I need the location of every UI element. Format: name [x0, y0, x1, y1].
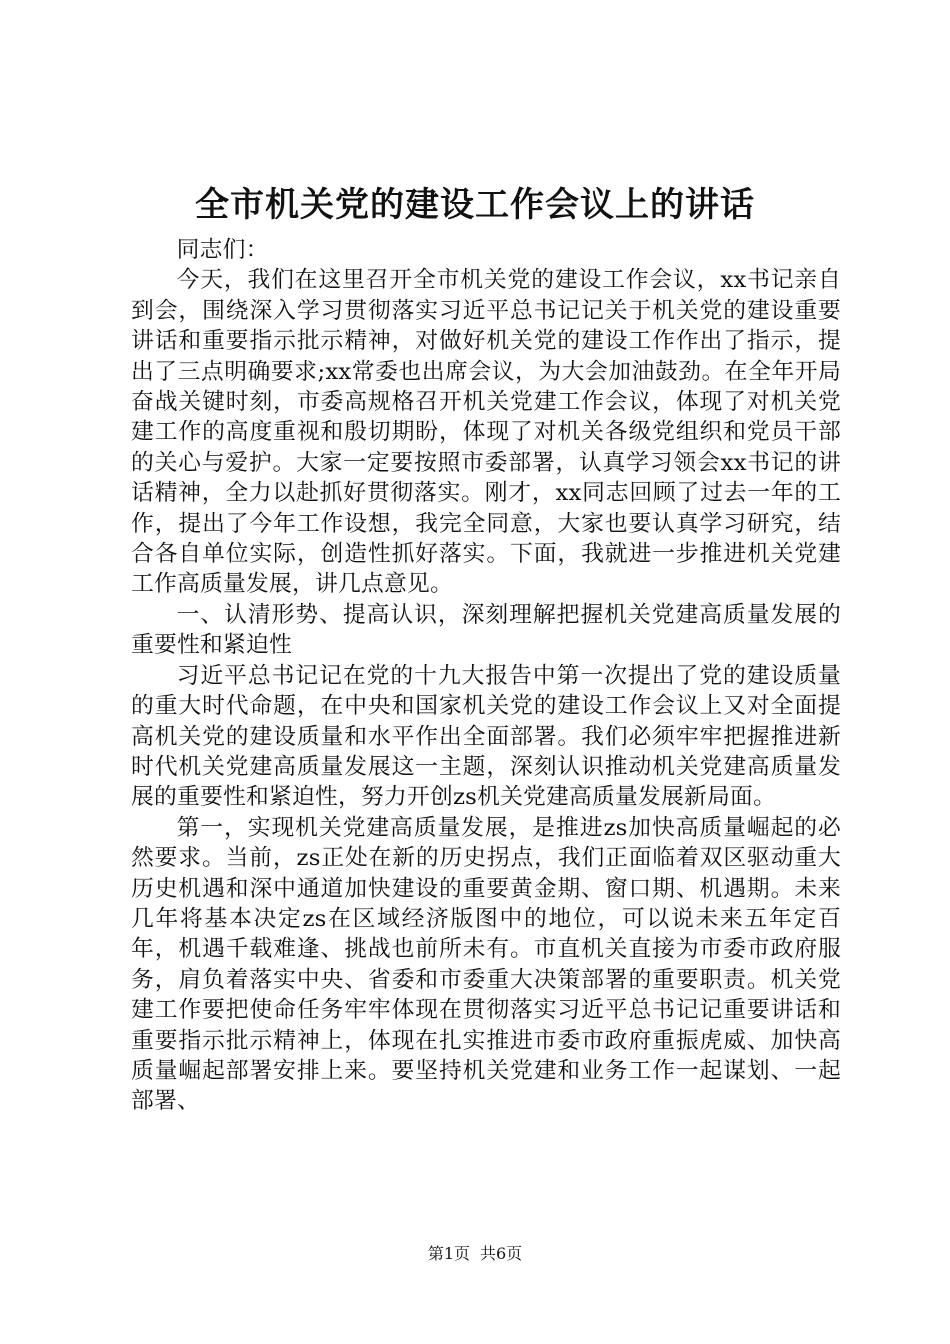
- body-paragraph: 今天，我们在这里召开全市机关党的建设工作会议，xx书记亲自到会，围绕深入学习贯彻落实习近平总书记记关于机关党的建设重要讲话和重要指示批示精神，对做好机关党的建设工作作出了指示，提出了三点明确要求;xx常委也出席会议，为大会加油鼓劲。在全年开局奋战关键时刻，市委高规格召开机关党建工作会议，体现了对机关党建工作的高度重视和殷切期盼，体现了对机关各级党组织和党员干部的关心与爱护。大家一定要按照市委部署，认真学习领会xx书记的讲话精神，全力以赴抓好贯彻落实。刚才，xx同志回顾了过去一年的工作，提出了今年工作设想，我完全同意，大家也要认真学习研究，结合各自单位实际，创造性抓好落实。下面，我就进一步推进机关党建工作高质量发展，讲几点意见。: [131, 267, 841, 598]
- page-footer: [0, 1243, 950, 1265]
- body-paragraph: 第一，实现机关党建高质量发展，是推进zs加快高质量崛起的必然要求。当前，zs正处在新的历史拐点，我们正面临着双区驱动重大历史机遇和深中通道加快建设的重要黄金期、窗口期、机遇期。未来几年将基本决定zs在区域经济版图中的地位，可以说未来五年定百年，机遇千载难逢、挑战也前所未有。市直机关直接为市委市政府服务，肩负着落实中央、省委和市委重大决策部署的重要职责。机关党建工作要把使命任务牢牢体现在贯彻落实习近平总书记记重要讲话和重要指示批示精神上，体现在扎实推进市委市政府重振虎威、加快高质量崛起部署安排上来。要坚持机关党建和业务工作一起谋划、一起部署、: [131, 814, 841, 1115]
- document-body: [131, 235, 841, 1117]
- document-title: 全市机关党的建设工作会议上的讲话: [195, 185, 755, 225]
- salutation-paragraph: 同志们：: [176, 237, 269, 263]
- page-number: 第1页: [427, 1244, 470, 1263]
- section-heading: 一、认清形势、提高认识，深刻理解把握机关党建高质量发展的重要性和紧迫性: [131, 601, 841, 659]
- body-paragraph: 习近平总书记记在党的十九大报告中第一次提出了党的建设质量的重大时代命题，在中央和国家机关党的建设工作会议上又对全面提高机关党的建设质量和水平作出全面部署。我们必须牢牢把握推进新时代机关党建高质量发展这一主题，深刻认识推动机关党建高质量发展的重要性和紧迫性，努力开创zs机关党建高质量发展新局面。: [131, 662, 841, 811]
- page-total: 共6页: [480, 1244, 523, 1263]
